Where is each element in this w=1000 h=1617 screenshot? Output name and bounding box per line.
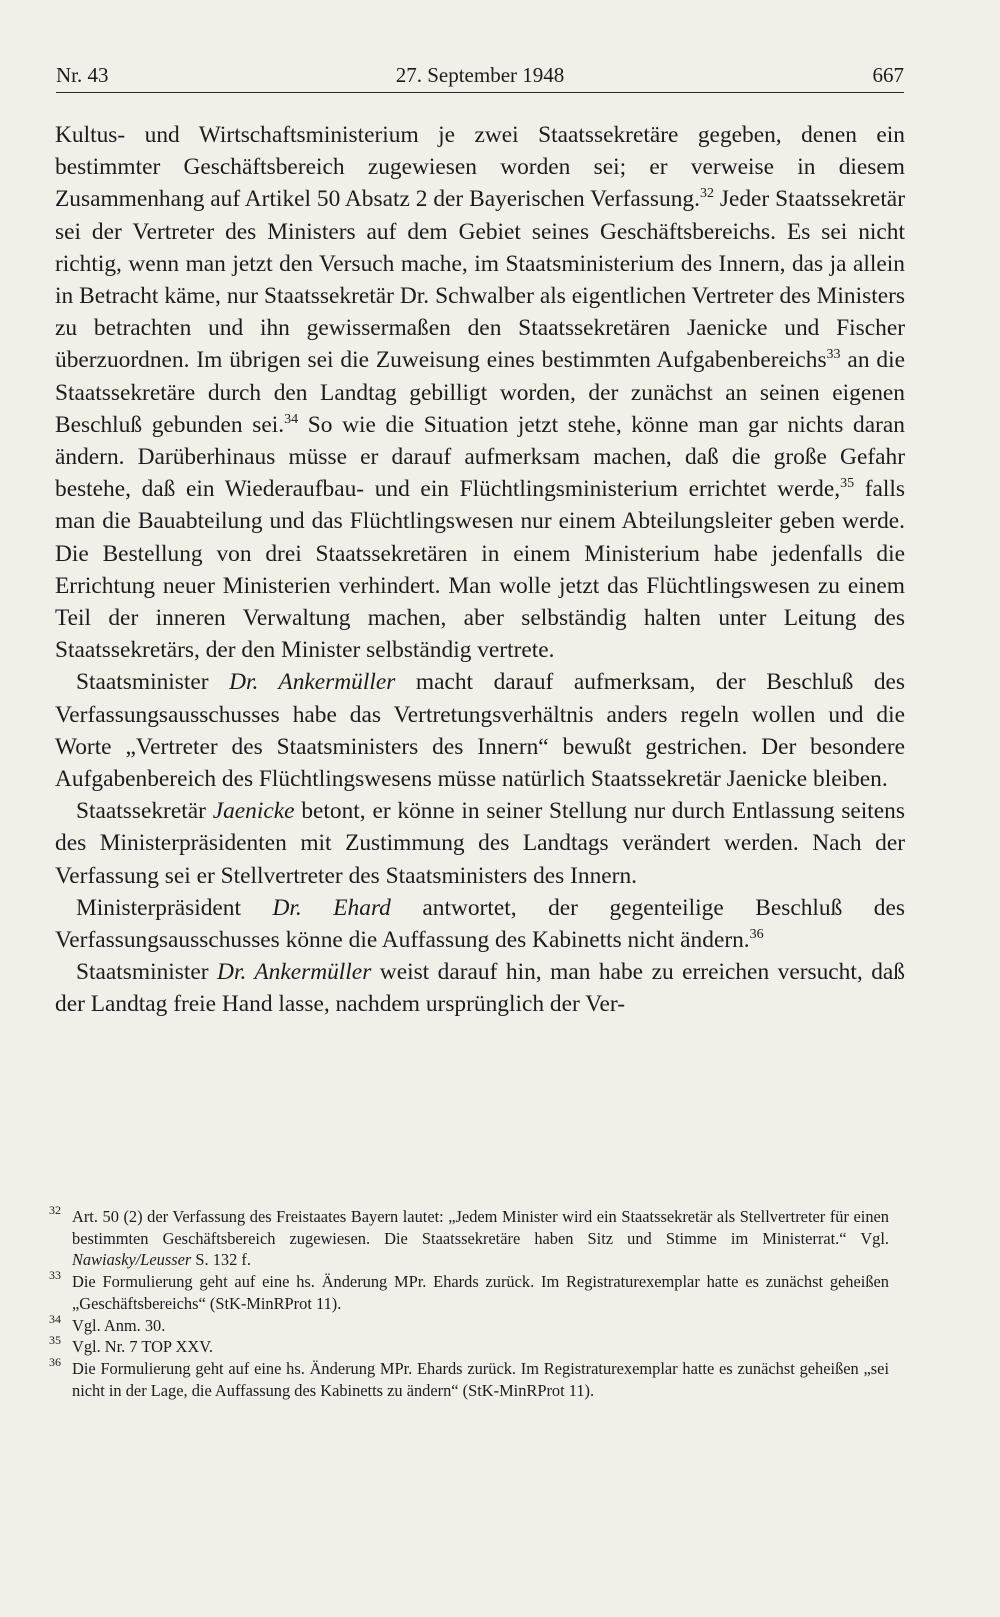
running-header bbox=[56, 56, 904, 92]
footnote-ref: 32 bbox=[699, 186, 714, 202]
footnote-text bbox=[72, 1271, 889, 1314]
text-run: S. 132 f. bbox=[191, 1250, 251, 1270]
body-text bbox=[55, 119, 905, 1021]
footnote-number: 36 bbox=[49, 1354, 61, 1369]
page-number: 667 bbox=[872, 63, 904, 87]
text-run: Ministerpräsident bbox=[76, 894, 273, 921]
footnotes bbox=[49, 1203, 889, 1401]
footnote-text bbox=[72, 1315, 889, 1337]
footnote bbox=[49, 1354, 889, 1401]
paragraph bbox=[55, 119, 905, 666]
paragraph bbox=[55, 956, 905, 1020]
footnote bbox=[49, 1333, 889, 1358]
footnote-text bbox=[72, 1358, 889, 1401]
paragraph bbox=[55, 666, 905, 795]
footnote-number: 34 bbox=[49, 1311, 61, 1326]
speaker-name: Nawiasky/Leusser bbox=[72, 1250, 192, 1270]
text-run: So wie die Situation jetzt stehe, könne man gar nichts daran ändern. Darüberhinaus müsse er darauf aufmerksam machen, daß die große Gefahr bestehe, daß ein Wiederaufbau- und ein Flüchtlingsministerium errichtet werde, bbox=[55, 411, 905, 503]
text-run: Die Formulierung geht auf eine hs. Änderung MPr. Ehards zurück. Im Registraturexemplar hatte es zunächst geheißen „Geschäftsbereichs“ (StK-MinRProt 11). bbox=[72, 1272, 889, 1313]
text-run: Art. 50 (2) der Verfassung des Freistaates Bayern lautet: „Jedem Minister wird ein Staatssekretär als Stellvertreter für einen bestimmten Geschäftsbereich zugewiesen. Die Staatssekretäre haben Sitz und Stimme im Ministerrat.“ Vgl. bbox=[72, 1207, 889, 1248]
text-run: Staatsminister bbox=[76, 669, 230, 696]
footnote-text bbox=[72, 1206, 889, 1271]
footnote bbox=[49, 1268, 889, 1314]
text-run: Vgl. Nr. 7 TOP XXV. bbox=[72, 1337, 214, 1357]
text-run: antwortet, der gegenteilige Beschluß des Verfassungsausschusses könne die Auffassung des Kabinetts nicht ändern. bbox=[55, 894, 905, 954]
speaker-name: Dr. Ankermüller bbox=[217, 959, 372, 986]
footnote-ref: 35 bbox=[840, 476, 855, 492]
text-run: Jeder Staatssekretär sei der Vertreter des Ministers auf dem Gebiet seines Geschäftsbereichs. Es sei nicht richtig, wenn man jetzt den Versuch mache, im Staatsministerium des Innern, das ja allein in Betracht käme, nur Staatssekretär Dr. Schwalber als eigentlichen Vertreter des Ministers zu betrachten und ihn gewissermaßen den Staatssekretären Jaenicke und Fischer überzuordnen. Im übrigen sei die Zuweisung eines bestimmten Aufgabenbereichs bbox=[55, 186, 905, 374]
speaker-name: Dr. Ehard bbox=[272, 894, 391, 921]
footnote-number: 33 bbox=[49, 1268, 61, 1283]
text-run: Staatssekretär bbox=[76, 798, 213, 825]
footnote-text bbox=[72, 1336, 889, 1358]
paragraph bbox=[55, 795, 905, 892]
footnote-ref: 33 bbox=[826, 347, 841, 363]
text-run: Staatsminister bbox=[76, 959, 218, 986]
footnote bbox=[49, 1203, 889, 1271]
footnote-ref: 34 bbox=[284, 411, 299, 427]
footnote-ref: 36 bbox=[749, 927, 764, 943]
paragraph bbox=[55, 892, 905, 956]
speaker-name: Jaenicke bbox=[212, 798, 295, 825]
text-run: falls man die Bauabteilung und das Flüchtlingswesen nur einem Abteilungsleiter geben werde. Die Bestellung von drei Staatssekretären in einem Ministerium habe jedenfalls die Errichtung neuer Ministerien verhindert. Man wolle jetzt das Flüchtlingswesen zu einem Teil der inneren Verwaltung machen, aber selbständig halten unter Leitung des Staatssekretärs, der den Minister selbständig vertrete. bbox=[55, 476, 906, 664]
text-run: macht darauf aufmerksam, der Beschluß des Verfassungsausschusses habe das Vertretungsverhältnis anders regeln wollen und die Worte „Vertreter des Staatsministers des Innern“ bewußt gestrichen. Der besondere Aufgabenbereich des Flüchtlingswesens müsse natürlich Staatssekretär Jaenicke bleiben. bbox=[55, 669, 905, 793]
footnote-number: 35 bbox=[49, 1333, 61, 1348]
footnote bbox=[49, 1311, 889, 1337]
text-run: Vgl. Anm. 30. bbox=[72, 1315, 166, 1335]
issue-number: Nr. 43 bbox=[56, 63, 109, 87]
text-run: Kultus- und Wirtschaftsministerium je zwei Staatssekretäre gegeben, denen ein bestimmter Geschäftsbereich zugewiesen worden sei; er verweise in diesem Zusammenhang auf Artikel 50 Absatz 2 der Bayerischen Verfassung. bbox=[55, 122, 905, 213]
header-date: 27. September 1948 bbox=[395, 63, 565, 87]
header-rule bbox=[56, 92, 904, 93]
text-run: weist darauf hin, man habe zu erreichen versucht, daß der Landtag freie Hand lasse, nachdem ursprünglich der Ver- bbox=[55, 959, 905, 1018]
text-run: an die Staatssekretäre durch den Landtag gebilligt worden, der zunächst an seinen eigenen Beschluß gebunden sei. bbox=[55, 347, 905, 438]
footnote-number: 32 bbox=[49, 1203, 61, 1217]
speaker-name: Dr. Ankermüller bbox=[229, 669, 396, 696]
text-run: betont, er könne in seiner Stellung nur durch Entlassung seitens des Ministerpräsidenten mit Zustimmung des Landtags verändert werden. Nach der Verfassung sei er Stellvertreter des Staatsministers des Innern. bbox=[55, 798, 905, 889]
text-run: Die Formulierung geht auf eine hs. Änderung MPr. Ehards zurück. Im Registraturexemplar hatte es zunächst geheißen „sei nicht in der Lage, die Auffassung des Kabinetts zu ändern“ (StK-MinRProt 11). bbox=[72, 1358, 889, 1400]
